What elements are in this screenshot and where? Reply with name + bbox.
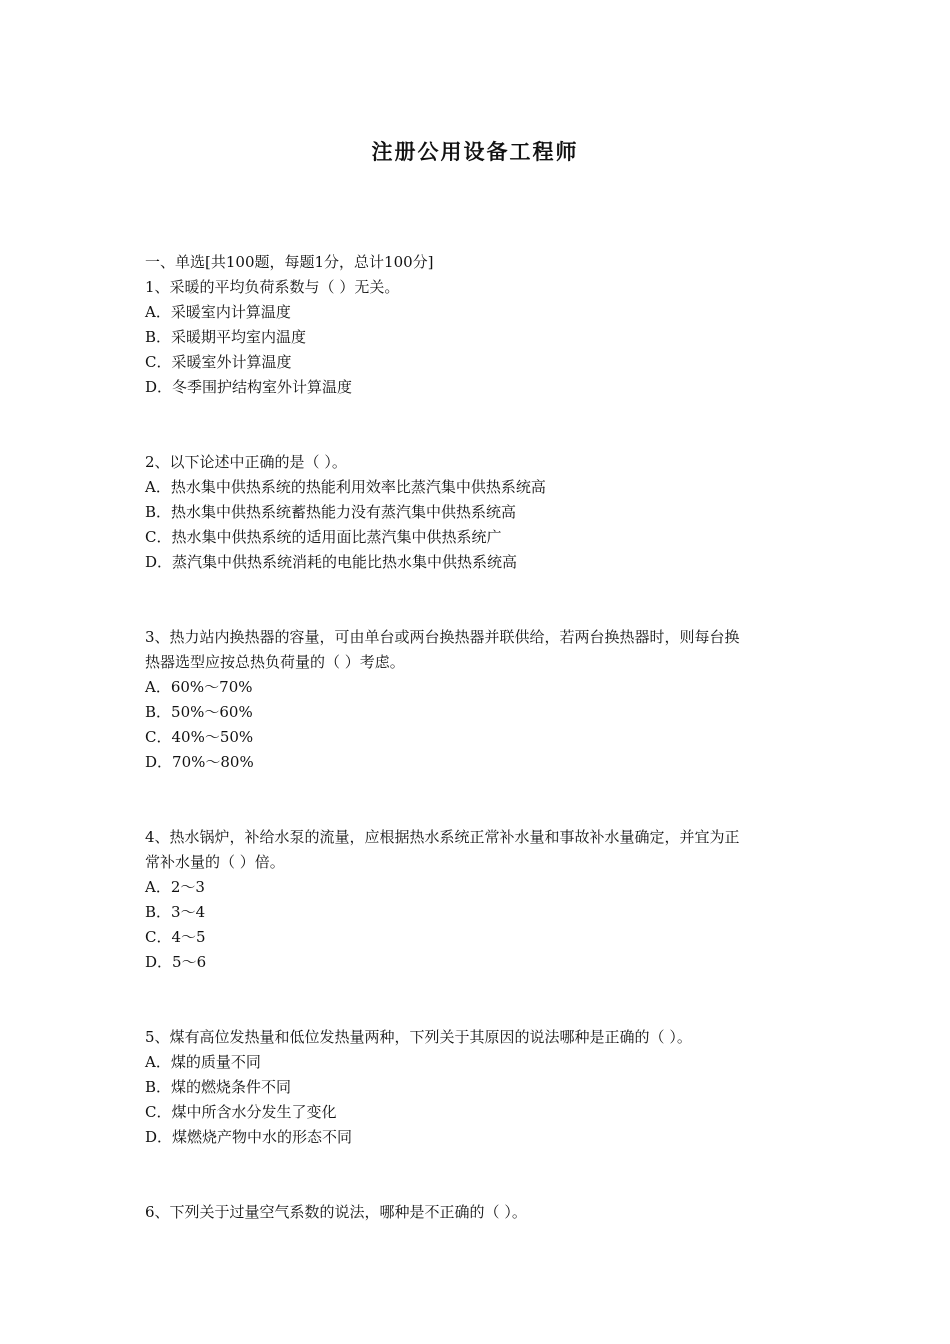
question-stem: 5、煤有高位发热量和低位发热量两种，下列关于其原因的说法哪种是正确的（ ）。 — [145, 1028, 692, 1046]
document-title: 注册公用设备工程师 — [371, 139, 579, 164]
option-c: C．4～5 — [145, 928, 206, 946]
option-c: C．煤中所含水分发生了变化 — [145, 1103, 337, 1121]
option-d: D．煤燃烧产物中水的形态不同 — [145, 1128, 353, 1146]
option-d: D．70%～80% — [145, 753, 254, 771]
option-d: D．蒸汽集中供热系统消耗的电能比热水集中供热系统高 — [145, 553, 518, 571]
question-spacer — [145, 775, 815, 825]
section-heading: 一、单选[共100题，每题1分，总计100分] — [145, 253, 434, 271]
option-c: C．采暖室外计算温度 — [145, 353, 292, 371]
question-spacer — [145, 575, 815, 625]
option-a: A．2～3 — [145, 878, 205, 896]
question-stem-line: 常补水量的（ ）倍。 — [145, 853, 285, 871]
question-stem: 6、下列关于过量空气系数的说法，哪种是不正确的（ ）。 — [145, 1203, 527, 1221]
question-spacer — [145, 1150, 815, 1200]
option-b: B．煤的燃烧条件不同 — [145, 1078, 292, 1096]
question-stem-line: 3、热力站内换热器的容量，可由单台或两台换热器并联供给，若两台换热器时，则每台换 — [145, 628, 740, 646]
option-a: A．热水集中供热系统的热能利用效率比蒸汽集中供热系统高 — [145, 478, 546, 496]
option-a: A．采暖室内计算温度 — [145, 303, 291, 321]
question-list — [145, 250, 815, 1225]
option-d: D．冬季围护结构室外计算温度 — [145, 378, 353, 396]
option-b: B．3～4 — [145, 903, 206, 921]
option-b: B．热水集中供热系统蓄热能力没有蒸汽集中供热系统高 — [145, 503, 517, 521]
option-b: B．采暖期平均室内温度 — [145, 328, 307, 346]
option-a: A．煤的质量不同 — [145, 1053, 261, 1071]
option-a: A．60%～70% — [145, 678, 253, 696]
question-spacer — [145, 975, 815, 1025]
question-spacer — [145, 400, 815, 450]
question-stem: 1、采暖的平均负荷系数与（ ）无关。 — [145, 278, 400, 296]
question-stem-line: 热器选型应按总热负荷量的（ ）考虑。 — [145, 653, 405, 671]
option-b: B．50%～60% — [145, 703, 253, 721]
question-stem-line: 4、热水锅炉，补给水泵的流量，应根据热水系统正常补水量和事故补水量确定，并宜为正 — [145, 828, 740, 846]
question-stem: 2、以下论述中正确的是（ ）。 — [145, 453, 347, 471]
option-c: C．40%～50% — [145, 728, 254, 746]
option-c: C．热水集中供热系统的适用面比蒸汽集中供热系统广 — [145, 528, 502, 546]
option-d: D．5～6 — [145, 953, 207, 971]
